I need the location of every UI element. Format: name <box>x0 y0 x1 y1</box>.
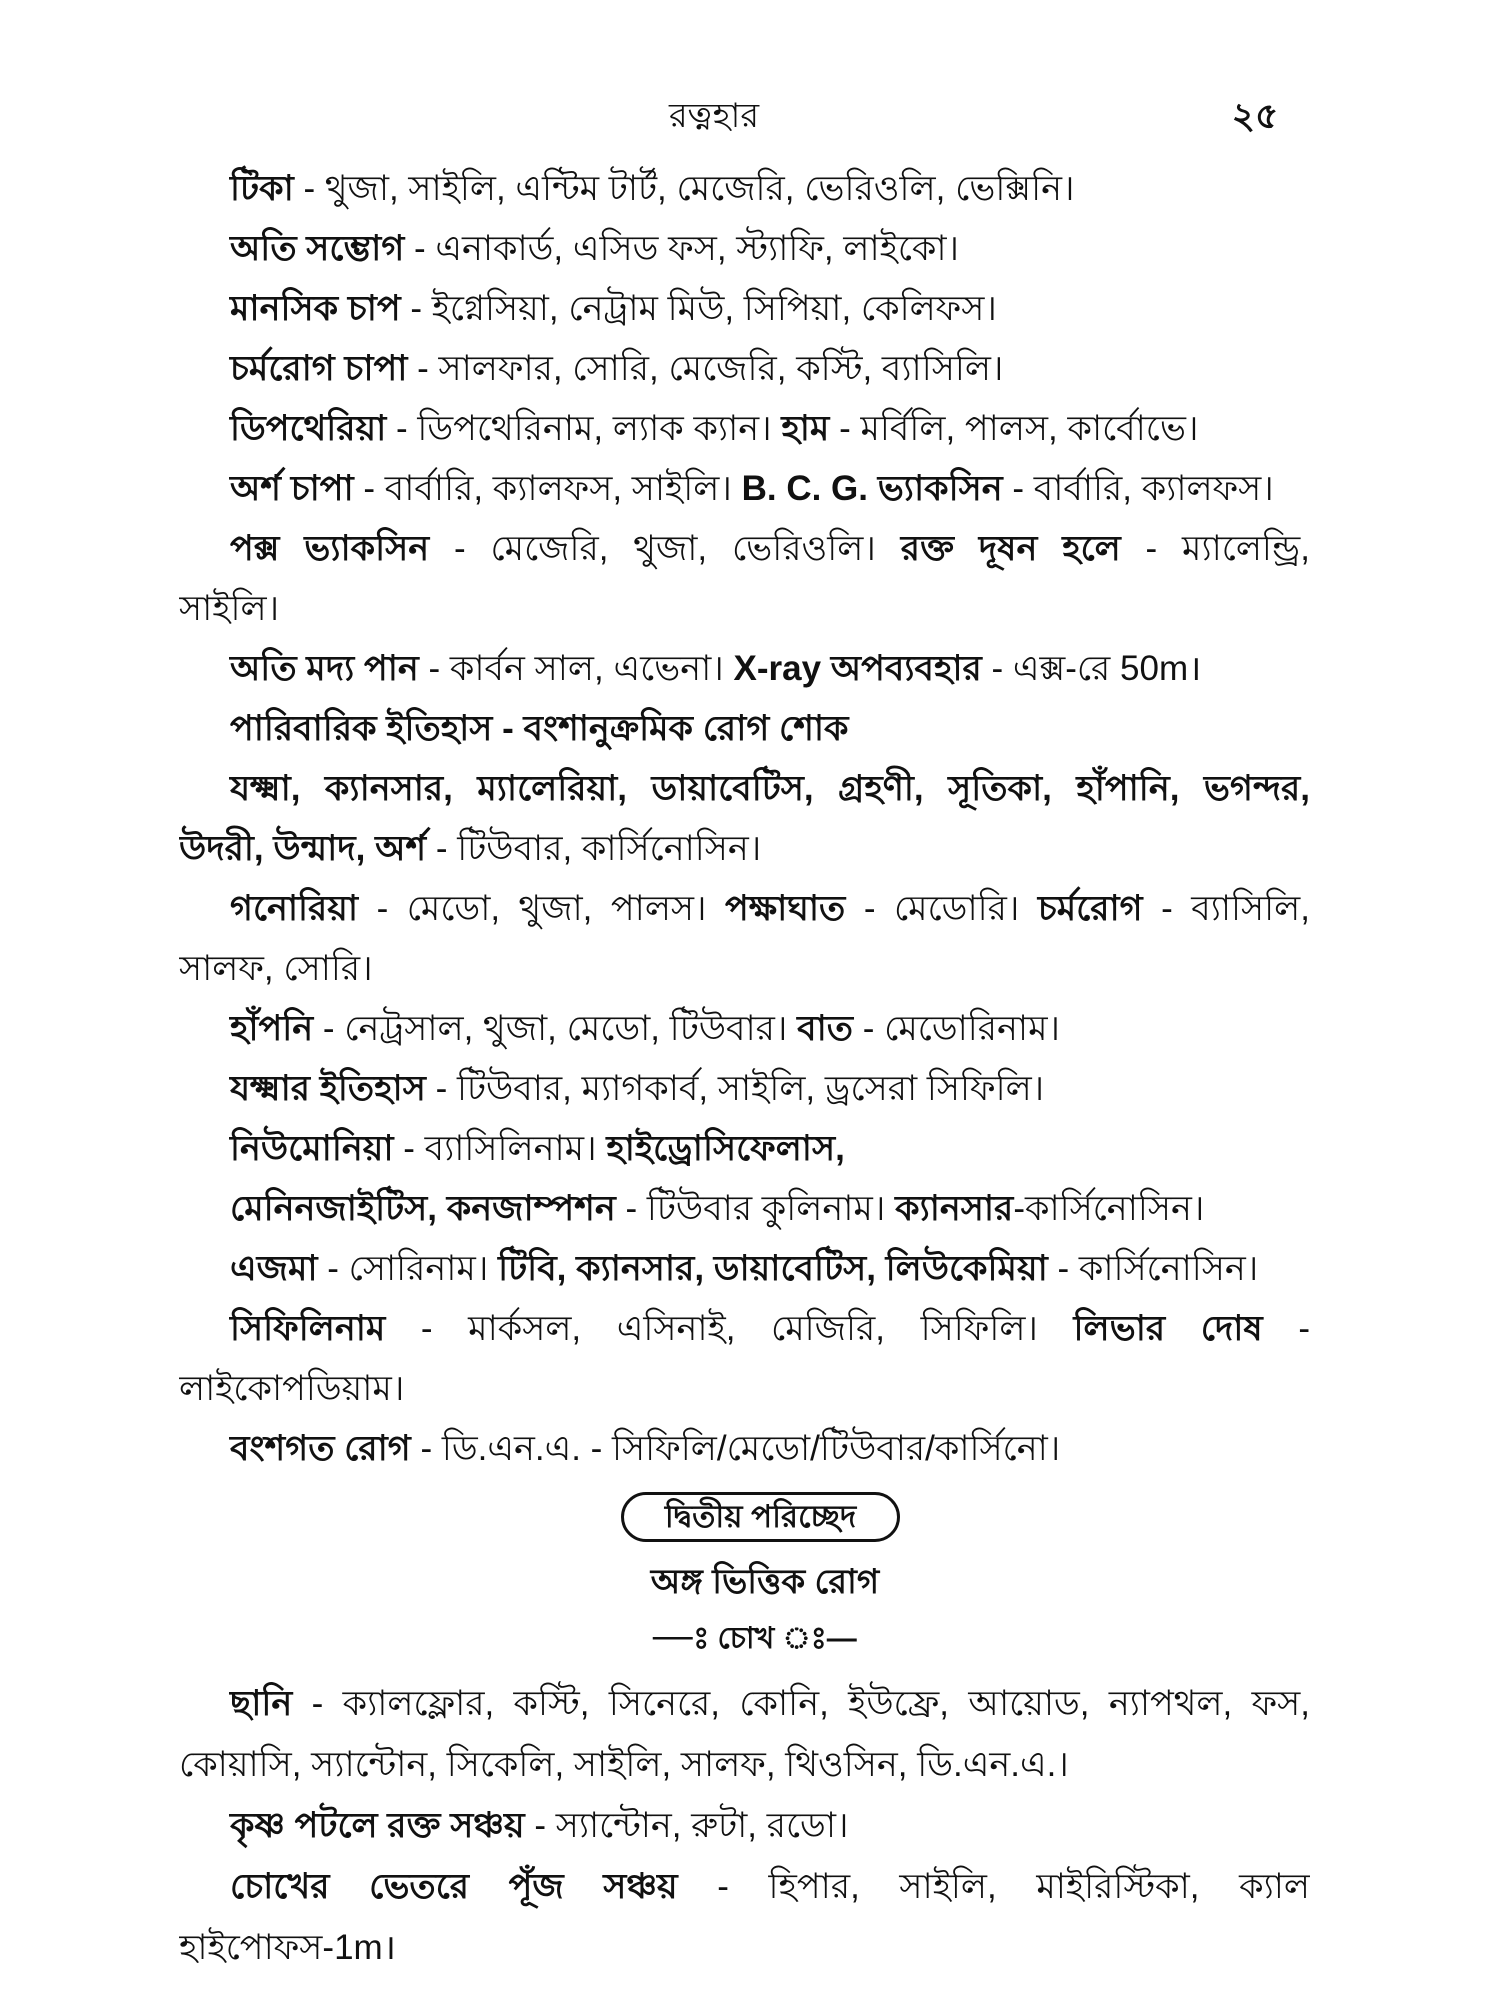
bold-term: টিবি, ক্যানসার, ডায়াবেটিস, লিউকেমিয়া <box>498 1249 1048 1288</box>
text-line <box>179 1299 1310 1359</box>
bold-term: গনোরিয়া <box>230 889 359 928</box>
text-line <box>179 1359 1310 1419</box>
remedy-text: - কার্বন সাল, এভেনা। <box>418 649 734 688</box>
remedy-text: - কার্সিনোসিন। <box>1047 1249 1259 1288</box>
remedy-text: - এনাকার্ড, এসিড ফস, স্ট্যাফি, লাইকো। <box>404 229 960 268</box>
text-line <box>179 999 1310 1059</box>
text-line <box>179 879 1310 939</box>
chapter-heading-box: দ্বিতীয় পরিচ্ছেদ <box>621 1492 900 1542</box>
remedy-text: সাইলি। <box>179 589 280 628</box>
remedy-text: - সালফার, সোরি, মেজেরি, কস্টি, ব্যাসিলি। <box>407 349 1004 388</box>
text-line <box>179 1917 1310 1978</box>
remedy-text: - বার্বারি, ক্যালফস, সাইলি। <box>353 469 742 508</box>
text-line <box>179 1239 1310 1299</box>
bold-term: হাঁপনি <box>230 1009 314 1048</box>
bold-term: B. C. G. ভ্যাকসিন <box>741 469 1003 508</box>
remedy-text: - মার্কসল, এসিনাই, মেজিরি, সিফিলি। <box>385 1309 1074 1348</box>
bold-term: চর্মরোগ চাপা <box>230 349 408 388</box>
bold-term: লিভার দোষ <box>1073 1309 1263 1348</box>
bold-term: সিফিলিনাম <box>230 1309 386 1348</box>
text-line <box>179 159 1310 219</box>
bold-term: যক্ষ্মা, ক্যানসার, ম্যালেরিয়া, ডায়াবেটিস, গ্রহণী, সূতিকা, হাঁপানি, ভগন্দর, <box>230 769 1310 808</box>
bold-term: হাইড্রোসিফেলাস, <box>606 1129 845 1168</box>
text-line <box>179 639 1310 699</box>
bold-term: ছানি <box>230 1684 293 1723</box>
chapter-subtitle: অঙ্গ ভিত্তিক রোগ <box>650 1563 880 1601</box>
remedy-text: - ক্যালফ্লোর, কস্টি, সিনেরে, কোনি, ইউফ্রে, আয়োড, ন্যাপথল, ফস, <box>292 1684 1310 1723</box>
bold-term: রক্ত দূষন হলে <box>900 529 1121 568</box>
remedy-text: - টিউবার কুলিনাম। <box>615 1189 896 1228</box>
remedy-text: লাইকোপডিয়াম। <box>179 1369 405 1408</box>
remedy-text: - হিপার, সাইলি, মাইরিস্টিকা, ক্যাল <box>677 1867 1310 1906</box>
remedy-text: - থুজা, সাইলি, এন্টিম টার্ট, মেজেরি, ভেরিওলি, ভেক্সিনি। <box>293 169 1075 208</box>
remedy-text: - সোরিনাম। <box>317 1249 499 1288</box>
text-line <box>179 399 1310 459</box>
remedy-text: - মেডো, থুজা, পালস। <box>358 889 726 928</box>
bold-term: উদরী, উন্মাদ, অর্শ <box>179 829 427 868</box>
text-line <box>179 699 1310 759</box>
bold-term: এজমা <box>230 1249 318 1288</box>
remedy-text: কোয়াসি, স্যান্টোন, সিকেলি, সাইলি, সালফ, থিওসিন, ডি.এন.এ.। <box>179 1745 1069 1784</box>
remedy-text: -কার্সিনোসিন। <box>1013 1189 1205 1228</box>
bold-term: যক্ষ্মার ইতিহাস <box>230 1069 426 1108</box>
bold-term: টিকা <box>230 169 294 208</box>
text-line <box>179 459 1310 519</box>
text-line <box>179 1419 1310 1479</box>
bold-term: মানসিক চাপ <box>230 289 401 328</box>
remedy-list-general <box>179 159 1310 1479</box>
text-line <box>179 279 1310 339</box>
bold-term: চোখের ভেতরে পূঁজ সঞ্চয় <box>230 1867 678 1906</box>
remedy-text: - <box>1262 1309 1310 1348</box>
page-number: ২৫ <box>1231 95 1279 136</box>
remedy-text: - ম্যালেন্ড্রি, <box>1120 529 1310 568</box>
remedy-text: - ব্যাসিলিনাম। <box>393 1129 607 1168</box>
remedy-text: সালফ, সোরি। <box>179 949 373 988</box>
text-line <box>179 939 1310 999</box>
text-line <box>179 1734 1310 1795</box>
bold-term: বাত <box>797 1009 854 1048</box>
bold-term: হাম <box>781 409 830 448</box>
text-line <box>179 1119 1310 1179</box>
bold-term: নিউমোনিয়া <box>230 1129 394 1168</box>
remedy-text: - টিউবার, ম্যাগকার্ব, সাইলি, ড্রসেরা সিফিলি। <box>425 1069 1045 1108</box>
text-line <box>179 339 1310 399</box>
text-line <box>179 1059 1310 1119</box>
running-head-title: রত্নহার <box>668 97 760 135</box>
remedy-text: - মেডোরিনাম। <box>853 1009 1061 1048</box>
bold-term: অতি সম্ভোগ <box>230 229 405 268</box>
text-line <box>179 1856 1310 1917</box>
remedy-text: - ডিপথেরিনাম, ল্যাক ক্যান। <box>386 409 782 448</box>
bold-term: অর্শ চাপা <box>230 469 354 508</box>
text-line <box>179 1673 1310 1734</box>
remedy-text: - মেজেরি, থুজা, ভেরিওলি। <box>429 529 901 568</box>
bold-term: বংশগত রোগ <box>230 1429 411 1468</box>
text-line <box>179 1795 1310 1856</box>
remedy-text: - ডি.এন.এ. - সিফিলি/মেডো/টিউবার/কার্সিনো। <box>410 1429 1061 1468</box>
text-line <box>179 219 1310 279</box>
text-line <box>179 1179 1310 1239</box>
text-line <box>179 519 1310 579</box>
bold-term: পারিবারিক ইতিহাস - বংশানুক্রমিক রোগ শোক <box>230 709 849 748</box>
text-line <box>179 759 1310 819</box>
bold-term: অতি মদ্য পান <box>230 649 419 688</box>
remedy-text: - বার্বারি, ক্যালফস। <box>1002 469 1274 508</box>
remedy-text: হাইপোফস-1m। <box>179 1928 396 1967</box>
remedy-list-eye <box>179 1673 1310 1978</box>
remedy-text: - টিউবার, কার্সিনোসিন। <box>426 829 762 868</box>
remedy-text: - ইগ্নেসিয়া, নেট্রাম মিউ, সিপিয়া, কেলিফস। <box>400 289 997 328</box>
bold-term: চর্মরোগ <box>1037 889 1143 928</box>
remedy-text: - মর্বিলি, পালস, কার্বোভে। <box>829 409 1199 448</box>
bold-term: মেনিনজাইটিস, কনজাম্পশন <box>230 1189 616 1228</box>
section-label-eye: —ঃ চোখ ঃ— <box>653 1622 857 1655</box>
bold-term: পক্স ভ্যাকসিন <box>230 529 430 568</box>
bold-term: X-ray অপব্যবহার <box>733 649 982 688</box>
bold-term: ক্যানসার <box>895 1189 1014 1228</box>
remedy-text: - ব্যাসিলি, <box>1142 889 1310 928</box>
remedy-text: - এক্স-রে 50m। <box>981 649 1202 688</box>
text-line <box>179 819 1310 879</box>
bold-term: ডিপথেরিয়া <box>230 409 387 448</box>
remedy-text: - মেডোরি। <box>845 889 1038 928</box>
bold-term: কৃষ্ণ পটলে রক্ত সঞ্চয় <box>230 1806 525 1845</box>
remedy-text: - নেট্রসাল, থুজা, মেডো, টিউবার। <box>313 1009 798 1048</box>
text-line <box>179 579 1310 639</box>
bold-term: পক্ষাঘাত <box>725 889 846 928</box>
remedy-text: - স্যান্টোন, রুটা, রডো। <box>524 1806 849 1845</box>
